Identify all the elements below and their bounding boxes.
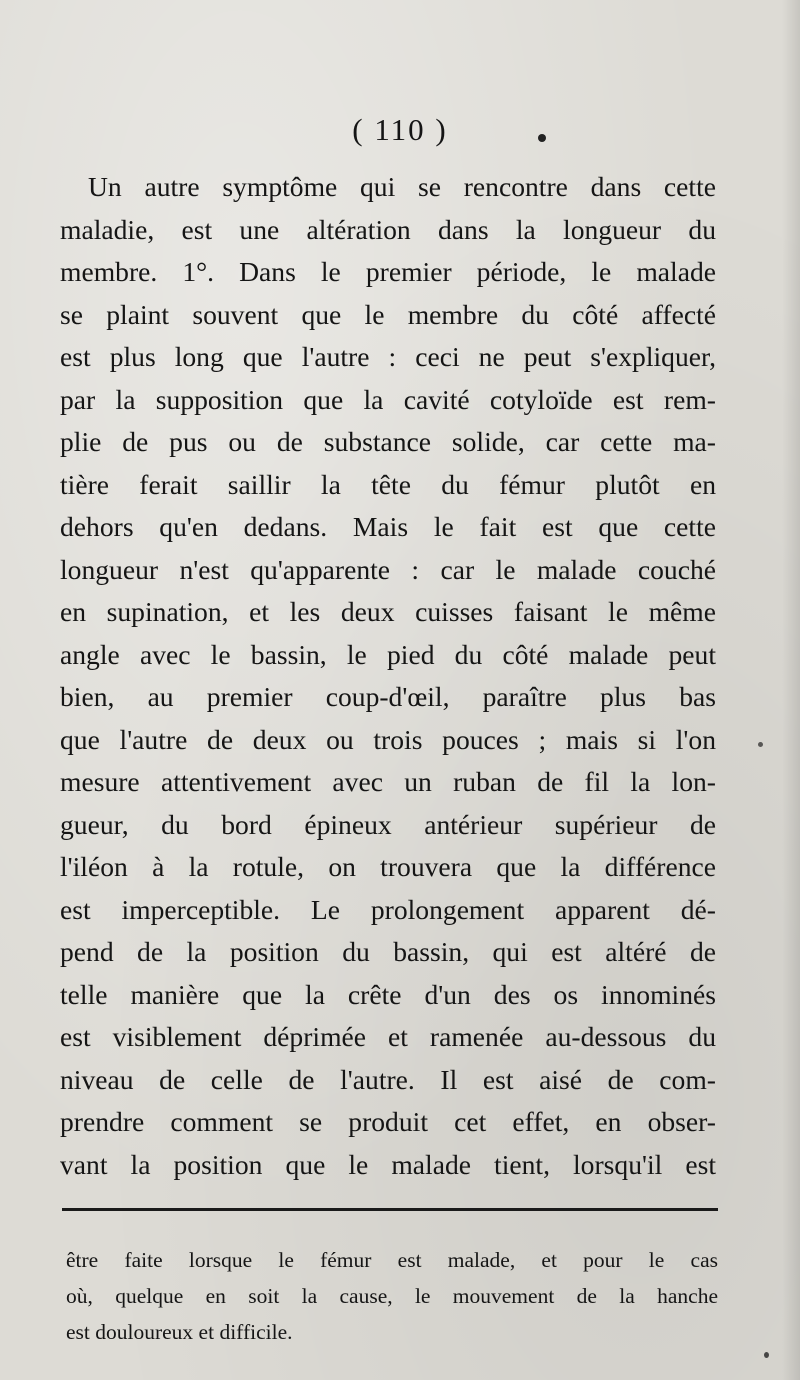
body-line: vant la position que le malade tient, lorsqu'il est xyxy=(60,1148,716,1180)
body-line: se plaint souvent que le membre du côté affecté xyxy=(60,298,716,330)
body-line: est visiblement déprimée et ramenée au-dessous du xyxy=(60,1021,716,1052)
body-line: longueur n'est qu'apparente : car le malade couché xyxy=(60,553,716,585)
body-line: gueur, du bord épineux antérieur supérieur de xyxy=(60,808,716,840)
ink-speck xyxy=(538,134,546,142)
body-line: maladie, est une altération dans la longueur du xyxy=(60,213,716,245)
body-line: bien, au premier coup-d'œil, paraître plus bas xyxy=(60,681,716,712)
body-line: tière ferait saillir la tête du fémur plutôt en xyxy=(60,468,716,500)
body-line: angle avec le bassin, le pied du côté malade peut xyxy=(60,638,716,670)
ink-speck xyxy=(758,742,763,747)
footnote xyxy=(66,1242,718,1350)
ink-speck xyxy=(764,1352,769,1358)
body-line: en supination, et les deux cuisses faisant le même xyxy=(60,596,716,627)
body-line: plie de pus ou de substance solide, car cette ma- xyxy=(60,426,716,457)
body-line: telle manière que la crête d'un des os innominés xyxy=(60,978,716,1010)
body-line: pend de la position du bassin, qui est altéré de xyxy=(60,936,716,967)
body-line: membre. 1°. Dans le premier période, le malade xyxy=(60,256,716,287)
body-line: est imperceptible. Le prolongement apparent dé- xyxy=(60,893,716,925)
footnote-separator xyxy=(62,1208,718,1211)
page-number: ( 110 ) xyxy=(352,112,448,147)
footnote-line: est douloureux et difficile. xyxy=(66,1320,293,1344)
footnote-line: où, quelque en soit la cause, le mouvement de la hanche xyxy=(66,1284,718,1308)
body-line: prendre comment se produit cet effet, en obser- xyxy=(60,1106,716,1137)
body-line: Un autre symptôme qui se rencontre dans cette xyxy=(88,171,716,202)
body-line: l'iléon à la rotule, on trouvera que la différence xyxy=(60,851,716,882)
body-line: par la supposition que la cavité cotyloïde est rem- xyxy=(60,383,716,415)
body-text xyxy=(60,166,716,1186)
body-line: que l'autre de deux ou trois pouces ; mais si l'on xyxy=(60,723,716,755)
body-line: dehors qu'en dedans. Mais le fait est que cette xyxy=(60,511,716,542)
footnote-line: être faite lorsque le fémur est malade, et pour le cas xyxy=(66,1248,718,1272)
body-line: est plus long que l'autre : ceci ne peut s'expliquer, xyxy=(60,341,716,372)
page-edge-shadow xyxy=(782,0,800,1380)
body-line: niveau de celle de l'autre. Il est aisé de com- xyxy=(60,1063,716,1095)
body-line: mesure attentivement avec un ruban de fil la lon- xyxy=(60,766,716,797)
